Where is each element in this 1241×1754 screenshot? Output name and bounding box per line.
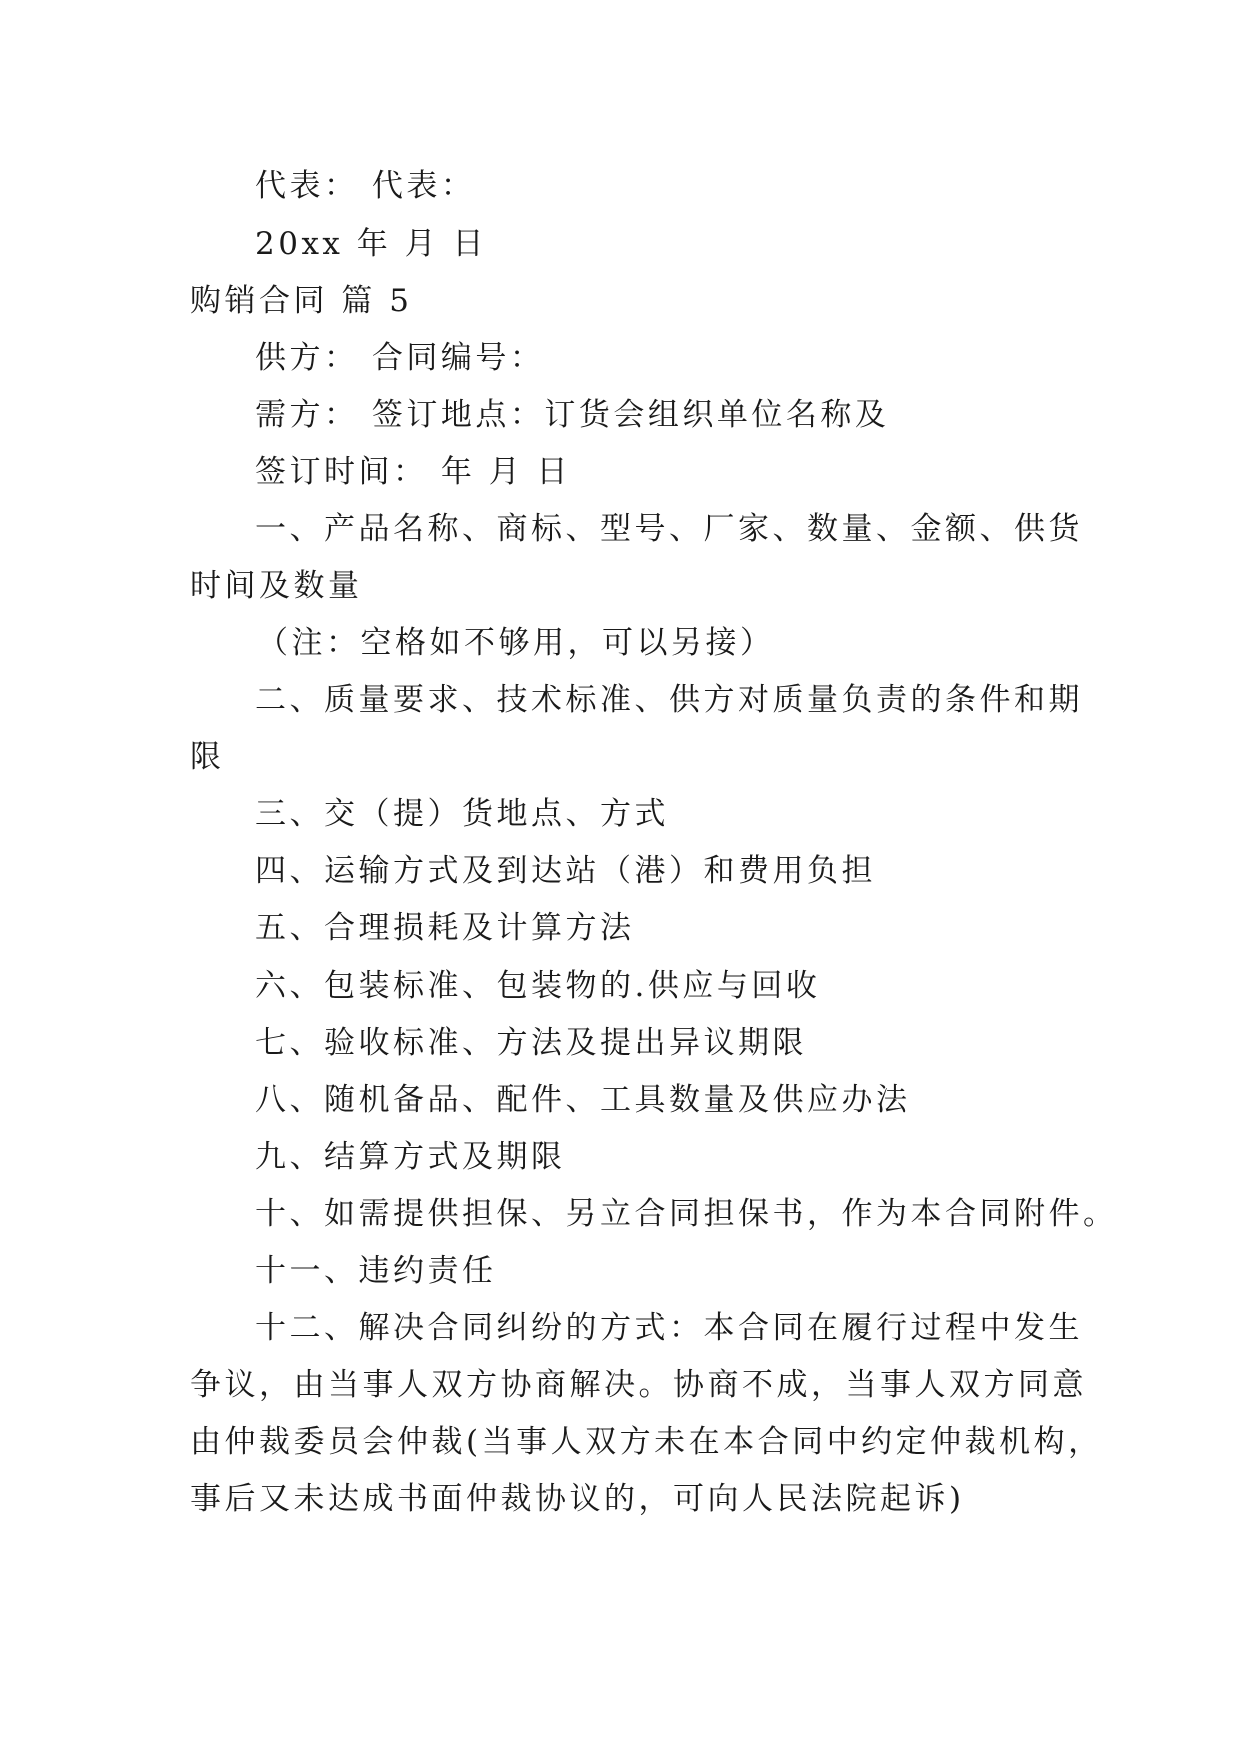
clause-11: 十一、违约责任	[255, 1253, 497, 1289]
clause-6: 六、包装标准、包装物的.供应与回收	[255, 968, 821, 1004]
clause-7: 七、验收标准、方法及提出异议期限	[255, 1025, 807, 1061]
clause-12-continued-1: 争议，由当事人双方协商解决。协商不成，当事人双方同意	[190, 1367, 1087, 1403]
clause-12-continued-3: 事后又未达成书面仲裁协议的，可向人民法院起诉)	[190, 1481, 965, 1517]
clause-12-continued-2: 由仲裁委员会仲裁(当事人双方未在本合同中约定仲裁机构，	[190, 1424, 1103, 1460]
date-line: 20xx 年 月 日	[255, 226, 487, 262]
clause-9: 九、结算方式及期限	[255, 1139, 566, 1175]
clause-1-continued: 时间及数量	[190, 568, 363, 604]
clause-12: 十二、解决合同纠纷的方式：本合同在履行过程中发生	[255, 1310, 1083, 1346]
clause-4: 四、运输方式及到达站（港）和费用负担	[255, 853, 876, 889]
clause-3: 三、交（提）货地点、方式	[255, 796, 669, 832]
supplier-line: 供方： 合同编号：	[255, 340, 545, 376]
signing-time-line: 签订时间： 年 月 日	[255, 454, 572, 490]
representative-line: 代表： 代表：	[255, 168, 476, 204]
buyer-line: 需方： 签订地点：订货会组织单位名称及	[255, 397, 890, 433]
clause-8: 八、随机备品、配件、工具数量及供应办法	[255, 1082, 911, 1118]
clause-10: 十、如需提供担保、另立合同担保书，作为本合同附件。	[255, 1196, 1118, 1232]
note-line: （注：空格如不够用，可以另接）	[257, 625, 775, 661]
clause-1: 一、产品名称、商标、型号、厂家、数量、金额、供货	[255, 511, 1083, 547]
section-heading: 购销合同 篇 5	[190, 283, 413, 319]
clause-2: 二、质量要求、技术标准、供方对质量负责的条件和期	[255, 682, 1083, 718]
clause-2-continued: 限	[190, 739, 225, 775]
clause-5: 五、合理损耗及计算方法	[255, 910, 635, 946]
